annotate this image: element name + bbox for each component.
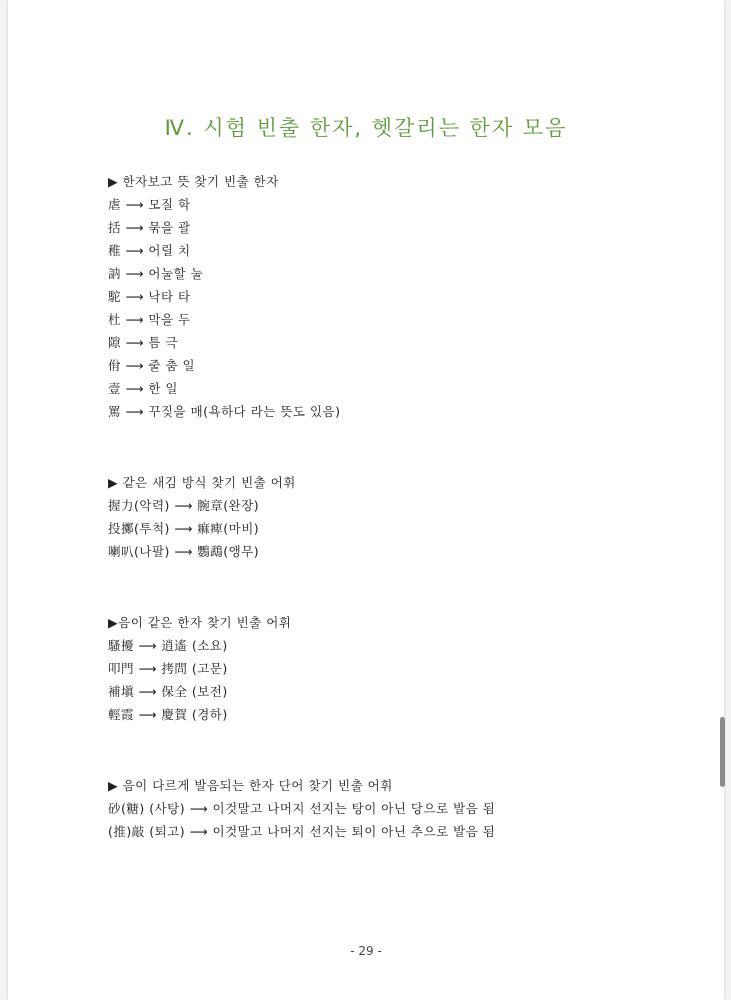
- list-item: 駝 ⟶ 낙타 타: [108, 289, 191, 304]
- section-heading: ▶ 같은 새김 방식 찾기 빈출 어휘: [108, 475, 296, 490]
- list-item: 壹 ⟶ 한 일: [108, 381, 178, 396]
- page-number: - 29 -: [350, 944, 382, 958]
- list-item: 訥 ⟶ 어눌할 눌: [108, 266, 204, 281]
- section-different-pronunciation: [108, 774, 668, 843]
- section-heading: ▶음이 같은 한자 찾기 빈출 어휘: [108, 615, 292, 630]
- list-item: 補塡 ⟶ 保全 (보전): [108, 684, 228, 699]
- list-item: 騷擾 ⟶ 逍遙 (소요): [108, 638, 228, 653]
- list-item: 砂(糖) (사탕) ⟶ 이것말고 나머지 선지는 탕이 아닌 당으로 발음 됨: [108, 801, 496, 816]
- section-meaning-lookup: [108, 170, 668, 423]
- list-item: 罵 ⟶ 꾸짖을 매(욕하다 라는 뜻도 있음): [108, 404, 341, 419]
- list-item: 括 ⟶ 묶을 괄: [108, 220, 191, 235]
- list-item: 喇叭(나팔) ⟶ 鸚鵡(앵무): [108, 544, 260, 559]
- section-same-sound: [108, 611, 668, 726]
- list-item: 隙 ⟶ 틈 극: [108, 335, 178, 350]
- page-title: Ⅳ. 시험 빈출 한자, 헷갈리는 한자 모음: [164, 116, 568, 140]
- section-same-reading-style: [108, 471, 668, 563]
- list-item: 輕霞 ⟶ 慶賀 (경하): [108, 707, 228, 722]
- list-item: 投擲(투척) ⟶ 痲痺(마비): [108, 521, 260, 536]
- list-item: (推)敲 (퇴고) ⟶ 이것말고 나머지 선지는 퇴이 아닌 추으로 발음 됨: [108, 824, 496, 839]
- section-heading: ▶ 한자보고 뜻 찾기 빈출 한자: [108, 174, 279, 189]
- list-item: 虐 ⟶ 모질 학: [108, 197, 191, 212]
- scrollbar-thumb[interactable]: [720, 717, 725, 787]
- list-item: 稚 ⟶ 어릴 치: [108, 243, 191, 258]
- list-item: 握力(악력) ⟶ 腕章(완장): [108, 498, 260, 513]
- list-item: 杜 ⟶ 막을 두: [108, 312, 191, 327]
- document-page: [8, 0, 724, 1000]
- list-item: 佾 ⟶ 줄 춤 일: [108, 358, 196, 373]
- list-item: 叩門 ⟶ 拷問 (고문): [108, 661, 228, 676]
- section-heading: ▶ 음이 다르게 발음되는 한자 단어 찾기 빈출 어휘: [108, 778, 393, 793]
